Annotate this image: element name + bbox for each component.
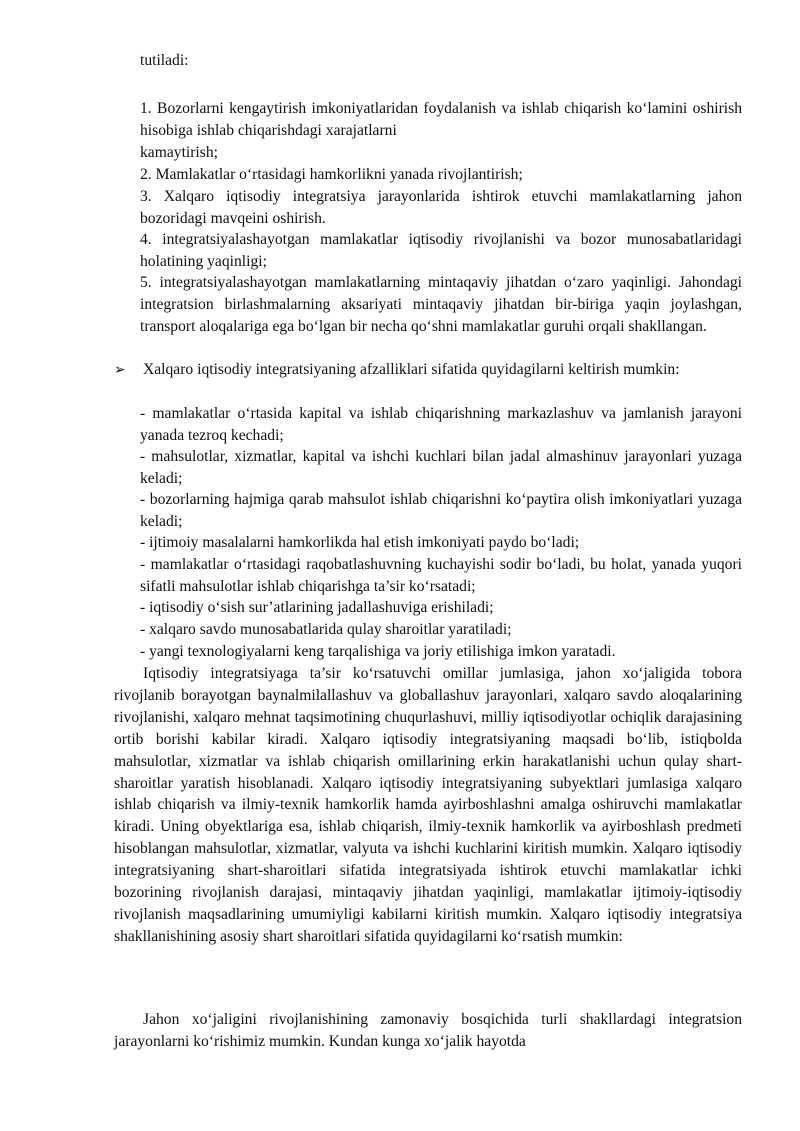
list-item-1-cont: kamaytirish; [140,144,218,161]
arrow-bullet-icon: ➢ [114,362,126,378]
bullet-heading: Xalqaro iqtisodiy integratsiyaning afzalliklari sifatida quyidagilarni keltirish mumkin: [143,361,680,378]
body-paragraph: Jahon xo‘jaligini rivojlanishining zamonaviy bosqichida turli shakllardagi integratsion jarayonlarni ko‘rishimiz mumkin. Kundan kunga xo‘jalik hayotda [114,1011,742,1050]
list-item: - yangi texnologiyalarni keng tarqalishiga va joriy etilishiga imkon yaratadi. [140,643,616,660]
list-item-1: 1. Bozorlarni kengaytirish imkoniyatlaridan foydalanish va ishlab chiqarish ko‘lamini oshirish hisobiga ishlab chiqarishdagi xarajatlarni [140,100,742,139]
list-item: - xalqaro savdo munosabatlarida qulay sharoitlar yaratiladi; [140,621,512,638]
list-item: - mamlakatlar o‘rtasida kapital va ishlab chiqarishning markazlashuv va jamlanish jarayoni yanada tezroq kechadi; [140,405,742,444]
list-item: - mahsulotlar, xizmatlar, kapital va ishchi kuchlari bilan jadal almashinuv jarayonlari yuzaga keladi; [140,448,742,487]
list-item-2: 2. Mamlakatlar o‘rtasidagi hamkorlikni yanada rivojlantirish; [140,166,523,183]
list-item-4: 4. integratsiyalashayotgan mamlakatlar iqtisodiy rivojlanishi va bozor munosabatlaridagi holatining yaqinligi; [140,231,742,270]
list-item: - mamlakatlar o‘rtasidagi raqobatlashuvning kuchayishi sodir bo‘ladi, bu holat, yanada yuqori sifatli mahsulotlar ishlab chiqarishga ta’sir ko‘rsatadi; [140,556,742,595]
list-item: - bozorlarning hajmiga qarab mahsulot ishlab chiqarishni ko‘paytira olish imkoniyatlari yuzaga keladi; [140,491,742,530]
list-item: - iqtisodiy o‘sish sur’atlarining jadallashuviga erishiladi; [140,599,494,616]
list-item-5: 5. integratsiyalashayotgan mamlakatlarning mintaqaviy jihatdan o‘zaro yaqinligi. Jahondagi integratsion birlashmalarning aksariyati mintaqaviy jihatdan bir-biriga yaqin joylashgan, transport aloqalariga ega bo‘lgan bir necha qo‘shni mamlakatlar guruhi orqali shakllangan. [140,274,742,335]
list-item-3: 3. Xalqaro iqtisodiy integratsiya jarayonlarida ishtirok etuvchi mamlakatlarning jahon bozoridagi mavqeini oshirish. [140,188,742,227]
body-paragraph: Iqtisodiy integratsiyaga ta’sir ko‘rsatuvchi omillar jumlasiga, jahon xo‘jaligida tobora rivojlanib borayotgan baynalmilallashuv va globallashuv jarayonlari, xalqaro savdo aloqalarining rivojlanishi, xalqaro mehnat taqsimotining chuqurlashuvi, milliy iqtisodiyotlar ochiqlik darajasining ortib borishi kabilar kiradi. Xalqaro iqtisodiy integratsiyaning maqsadi bo‘lib, istiqbolda mahsulotlar, xizmatlar va ishlab chiqarish omillarining erkin harakatlanishi uchun qulay shart-sharoitlar yaratish hisoblanadi. Xalqaro iqtisodiy integratsiyaning subyektlari jumlasiga xalqaro ishlab chiqarish va ilmiy-texnik hamkorlik hamda ayirboshlashni amalga oshiruvchi mamlakatlar kiradi. Uning obyektlariga esa, ishlab chiqarish, ilmiy-texnik hamkorlik va ayirboshlash predmeti hisoblangan mahsulotlar, xizmatlar, valyuta va ishchi kuchlarini kiritish mumkin. Xalqaro iqtisodiy integratsiyaning shart-sharoitlari sifatida integratsiyada ishtirok etuvchi mamlakatlar ichki bozorining rivojlanish darajasi, mintaqaviy jihatdan yaqinligi, mamlakatlar ijtimoiy-iqtisodiy rivojlanish maqsadlarining umumiyligi kabilarni kiritish mumkin. Xalqaro iqtisodiy integratsiya shakllanishining asosiy shart sharoitlari sifatida quyidagilarni ko‘rsatish mumkin: [114,665,742,945]
list-item: - ijtimoiy masalalarni hamkorlikda hal etish imkoniyati paydo bo‘ladi; [140,534,580,551]
text-line: tutiladi: [140,52,189,69]
